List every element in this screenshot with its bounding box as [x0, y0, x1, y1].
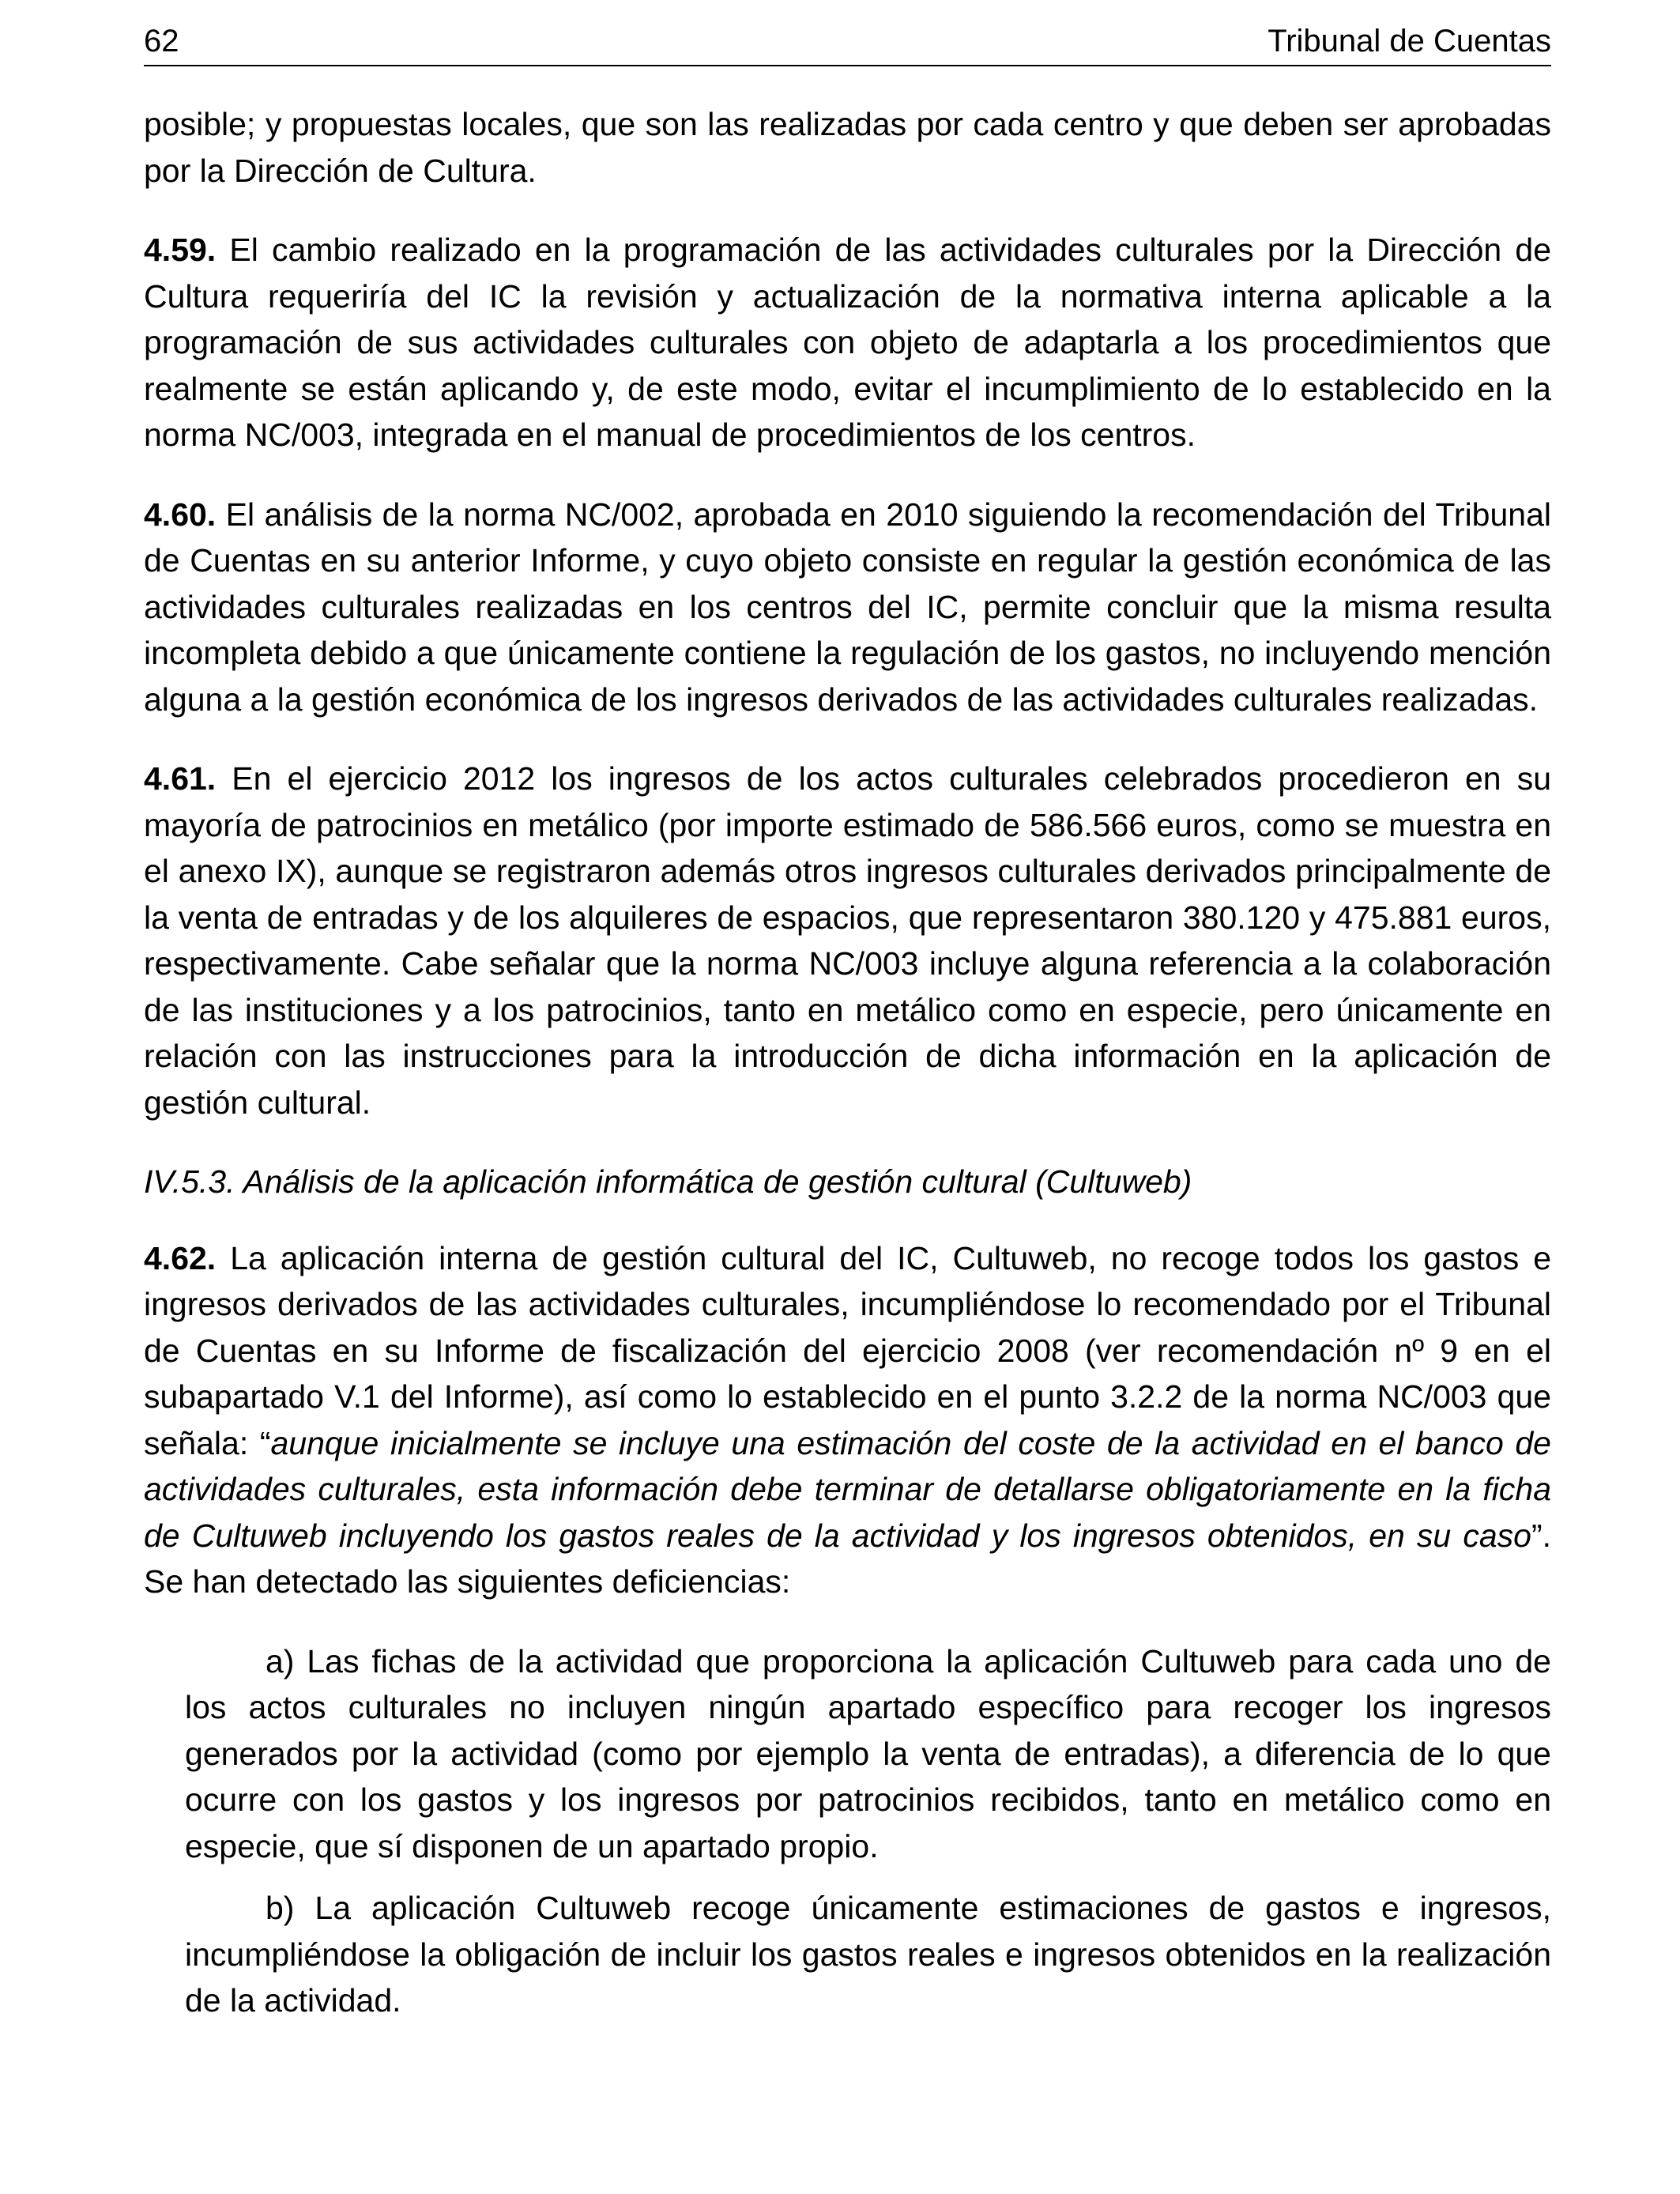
paragraph-number: 4.62. — [144, 1239, 217, 1276]
paragraph-4-61 — [144, 756, 1551, 1125]
paragraph-text-end: ”. Se han detectado las siguientes deficiencias: — [144, 1517, 1551, 1600]
paragraph-continuation: posible; y propuestas locales, que son las realizadas por cada centro y que deben ser aprobadas por la Dirección de Cultura. — [144, 106, 1551, 189]
paragraph-text: El análisis de la norma NC/002, aprobada en 2010 siguiendo la recomendación del Tribunal de Cuentas en su anterior Informe, y cuyo objeto consiste en regular la gestión económica de las actividades culturales realizadas en los centros del IC, permite concluir que la misma resulta incompleta debido a que únicamente contiene la regulación de los gastos, no incluyendo mención alguna a la gestión económica de los ingresos derivados de las actividades culturales realizadas. — [144, 496, 1551, 718]
paragraph-number: 4.59. — [144, 232, 217, 268]
page-header — [144, 19, 1551, 66]
paragraph-text: La aplicación interna de gestión cultural del IC, Cultuweb, no recoge todos los gastos e ingresos derivados de las actividades culturales, incumpliéndose lo recomendado por el Tribunal de Cuentas en su Informe de fiscalización del ejercicio 2008 (ver recomendación nº 9 en el subapartado V.1 del Informe), así como lo establecido en el punto 3.2.2 de la norma NC/003 que señala: “ — [144, 1239, 1551, 1461]
paragraph-4-62 — [144, 1235, 1551, 1605]
paragraph-text: El cambio realizado en la programación de las actividades culturales por la Dirección de Cultura requeriría del IC la revisión y actualización de la normativa interna aplicable a la programación de sus actividades culturales con objeto de adaptarla a los procedimientos que realmente se están aplicando y, de este modo, evitar el incumplimiento de lo establecido en la norma NC/003, integrada en el manual de procedimientos de los centros. — [144, 232, 1551, 453]
list-item: a) Las fichas de la actividad que proporciona la aplicación Cultuweb para cada uno de los actos culturales no incluyen ningún apartado específico para recoger los ingresos generados por la actividad (como por ejemplo la venta de entradas), a diferencia de lo que ocurre con los gastos y los ingresos por patrocinios recibidos, tanto en metálico como en especie, que sí disponen de un apartado propio. — [185, 1642, 1551, 1864]
paragraph-text: En el ejercicio 2012 los ingresos de los actos culturales celebrados procedieron en su mayoría de patrocinios en metálico (por importe estimado de 586.566 euros, como se muestra en el anexo IX), aunque se registraron además otros ingresos culturales derivados principalmente de la venta de entradas y de los alquileres de espacios, que representaron 380.120 y 475.881 euros, respectivamente. Cabe señalar que la norma NC/003 incluye alguna referencia a la colaboración de las instituciones y a los patrocinios, tanto en metálico como en especie, pero únicamente en relación con las instrucciones para la introducción de dicha información en la aplicación de gestión cultural. — [144, 760, 1551, 1121]
subheading-text: IV.5.3. Análisis de la aplicación informática de gestión cultural (Cultuweb) — [144, 1163, 1192, 1200]
quoted-text: aunque inicialmente se incluye una estimación del coste de la actividad en el banco de actividades culturales, esta información debe terminar de detallarse obligatoriamente en la ficha de Cultuweb incluyendo los gastos reales de la actividad y los ingresos obtenidos, en su caso — [144, 1424, 1551, 1554]
body-text — [144, 101, 1551, 2040]
paragraph-4-59 — [144, 227, 1551, 458]
paragraph-number: 4.60. — [144, 496, 217, 533]
paragraph-number: 4.61. — [144, 760, 217, 797]
list-item: b) La aplicación Cultuweb recoge únicamente estimaciones de gastos e ingresos, incumpliéndose la obligación de incluir los gastos reales e ingresos obtenidos en la realización de la actividad. — [185, 1890, 1551, 2019]
running-title: Tribunal de Cuentas — [1268, 24, 1551, 58]
paragraph-4-60 — [144, 492, 1551, 723]
page-number: 62 — [144, 24, 179, 58]
deficiency-list — [185, 1638, 1551, 2024]
section-subheading — [144, 1159, 1551, 1205]
